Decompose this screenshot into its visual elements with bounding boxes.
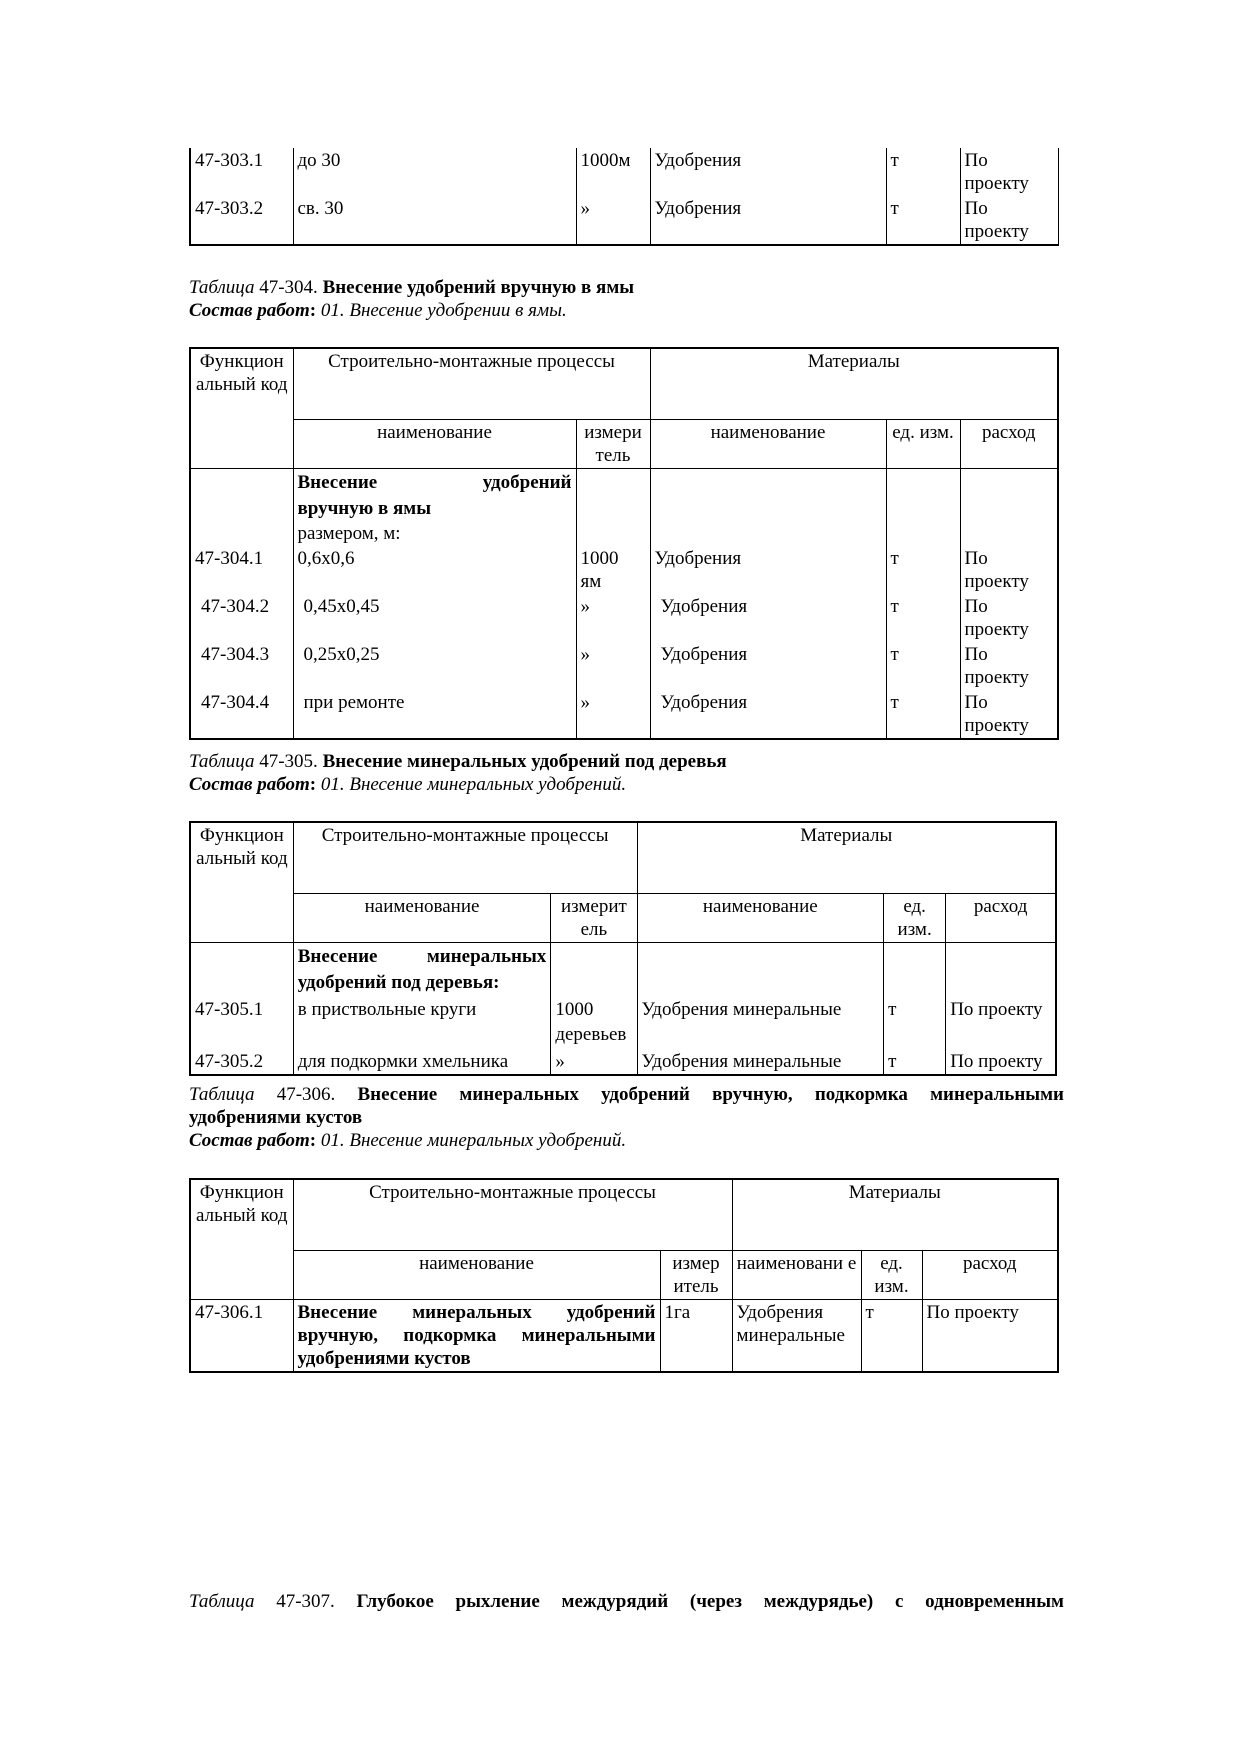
header-rate: расход <box>922 1250 1058 1299</box>
caption-title: Внесение минеральных удобрений под деревья <box>322 751 727 772</box>
rate-line: проекту <box>964 570 1029 592</box>
table-row <box>190 546 1058 594</box>
name-cell: до 30 <box>293 148 576 196</box>
table-caption-47-305 <box>189 750 1057 773</box>
group-word: Внесение <box>297 471 378 493</box>
empty-cell <box>960 468 1058 546</box>
rate-cell <box>960 594 1058 642</box>
caption-number: 47-307. <box>276 1591 335 1612</box>
table-row <box>190 148 1058 196</box>
header-name: наименование <box>293 419 576 468</box>
group-word: Внесение <box>297 945 378 967</box>
name-cell: для подкормки хмельника <box>293 1049 551 1075</box>
name-cell: в приствольные круги <box>293 997 551 1049</box>
table-row <box>190 642 1058 690</box>
group-row <box>190 942 1056 997</box>
header-processes: Строительно-монтажные процессы <box>293 822 637 893</box>
rate-line: По <box>964 198 988 219</box>
header-material-name: наименовани е <box>732 1250 861 1299</box>
header-processes: Строительно-монтажные процессы <box>293 1179 732 1250</box>
composition-colon: : <box>309 1130 317 1151</box>
caption-number: 47-306. <box>276 1084 336 1105</box>
subheader-row <box>190 1250 1058 1299</box>
rate-cell <box>960 148 1058 196</box>
caption-prefix: Таблица <box>189 751 255 772</box>
material-cell: Удобрения <box>650 594 886 642</box>
rate-cell: По проекту <box>946 1049 1056 1075</box>
caption-title: Глубокое рыхление междурядий (через междурядье) с одновременным <box>356 1591 1065 1612</box>
empty-cell <box>637 942 884 997</box>
meter-cell: 1000м <box>576 148 650 196</box>
empty-cell <box>946 942 1056 997</box>
group-word: удобрений <box>482 471 572 493</box>
empty-cell <box>576 468 650 546</box>
meter-cell: » <box>576 690 650 739</box>
empty-cell <box>886 468 960 546</box>
header-unit: ед. изм. <box>884 893 946 942</box>
table-row <box>190 690 1058 739</box>
composition-colon: : <box>309 774 317 795</box>
header-meter: измери тель <box>576 419 650 468</box>
rate-cell: По проекту <box>922 1299 1058 1372</box>
name-line: удобрениями кустов <box>297 1347 471 1369</box>
unit-cell: т <box>884 997 946 1049</box>
code-cell: 47-305.1 <box>190 997 293 1049</box>
code-cell: 47-306.1 <box>190 1299 293 1372</box>
header-name: наименование <box>293 893 551 942</box>
composition-label: Состав работ <box>189 774 310 795</box>
composition-colon: : <box>309 300 317 321</box>
rate-line: проекту <box>964 221 1029 242</box>
meter-cell: » <box>576 196 650 245</box>
composition-text: 01. Внесение минеральных удобрений. <box>320 1130 627 1151</box>
name-cell: 0,25х0,25 <box>293 642 576 690</box>
empty-cell <box>650 468 886 546</box>
header-materials: Материалы <box>650 348 1058 419</box>
code-cell: 47-305.2 <box>190 1049 293 1075</box>
subheader-row <box>190 419 1058 468</box>
material-cell: Удобрения <box>650 642 886 690</box>
table-caption-47-307 <box>189 1590 1064 1613</box>
table-47-305 <box>189 821 1057 1076</box>
rate-line: проекту <box>964 714 1029 736</box>
meter-cell: » <box>551 1049 637 1075</box>
header-code: Функцион альный код <box>190 348 293 468</box>
composition-label: Состав работ <box>189 300 310 321</box>
unit-cell: т <box>886 148 960 196</box>
table-row <box>190 594 1058 642</box>
name-line: вручную, подкормка минеральными <box>297 1324 656 1346</box>
group-line: удобрений под деревья: <box>297 971 500 993</box>
caption-prefix: Таблица <box>189 1084 255 1105</box>
rate-line: проекту <box>964 173 1029 194</box>
table-47-304 <box>189 347 1057 740</box>
header-name: наименование <box>293 1250 660 1299</box>
composition-text: 01. Внесение минеральных удобрений. <box>320 774 627 795</box>
caption-title: Внесение минеральных удобрений вручную, подкормка минеральными <box>357 1084 1064 1105</box>
material-cell: Удобрения <box>650 690 886 739</box>
table-row <box>190 196 1058 245</box>
work-composition-47-306 <box>189 1129 1057 1152</box>
meter-line: деревьев <box>555 1023 627 1045</box>
header-meter: измер итель <box>660 1250 732 1299</box>
work-composition-47-304 <box>189 299 1057 322</box>
caption-line <box>189 1590 1064 1613</box>
name-cell: 0,6х0,6 <box>293 546 576 594</box>
material-cell <box>732 1299 861 1372</box>
code-cell: 47-304.4 <box>190 690 293 739</box>
rate-cell <box>960 690 1058 739</box>
table-47-306 <box>189 1178 1057 1373</box>
rate-cell <box>960 196 1058 245</box>
header-processes: Строительно-монтажные процессы <box>293 348 650 419</box>
material-cell: Удобрения <box>650 546 886 594</box>
rate-cell: По проекту <box>946 997 1056 1049</box>
code-cell: 47-303.1 <box>190 148 293 196</box>
name-cell <box>293 1299 660 1372</box>
unit-cell: т <box>886 594 960 642</box>
code-cell: 47-304.1 <box>190 546 293 594</box>
header-material-name: наименование <box>650 419 886 468</box>
work-composition-47-305 <box>189 773 1057 796</box>
rate-line: По <box>964 691 988 713</box>
caption-line <box>189 1083 1064 1106</box>
unit-cell: т <box>886 546 960 594</box>
table-row <box>190 1049 1056 1075</box>
rate-cell <box>960 642 1058 690</box>
meter-line: ям <box>580 570 602 592</box>
subheader-row <box>190 893 1056 942</box>
unit-cell: т <box>886 690 960 739</box>
caption-prefix: Таблица <box>189 277 255 298</box>
meter-cell: » <box>576 642 650 690</box>
group-line: размером, м: <box>297 522 401 544</box>
rate-line: проекту <box>964 618 1029 640</box>
meter-line: 1000 <box>580 547 619 569</box>
rate-line: По <box>964 595 988 617</box>
name-line: Внесение минеральных удобрений <box>297 1301 656 1323</box>
table-row <box>190 997 1056 1049</box>
header-unit: ед. изм. <box>886 419 960 468</box>
header-rate: расход <box>946 893 1056 942</box>
header-materials: Материалы <box>637 822 1056 893</box>
unit-cell: т <box>884 1049 946 1075</box>
header-row <box>190 348 1058 419</box>
name-cell: 0,45х0,45 <box>293 594 576 642</box>
header-code: Функцион альный код <box>190 822 293 942</box>
name-cell: при ремонте <box>293 690 576 739</box>
rate-line: По <box>964 150 988 171</box>
code-cell: 47-303.2 <box>190 196 293 245</box>
unit-cell: т <box>886 196 960 245</box>
rate-cell <box>960 546 1058 594</box>
unit-cell: т <box>886 642 960 690</box>
rate-line: По <box>964 643 988 665</box>
caption-number: 47-304. <box>259 277 318 298</box>
meter-cell: » <box>576 594 650 642</box>
header-materials: Материалы <box>732 1179 1058 1250</box>
rate-line: По <box>964 547 988 569</box>
table-caption-47-304 <box>189 276 1057 299</box>
name-cell: св. 30 <box>293 196 576 245</box>
material-cell: Удобрения минеральные <box>637 1049 884 1075</box>
header-code: Функцион альный код <box>190 1179 293 1299</box>
material-cell: Удобрения минеральные <box>637 997 884 1049</box>
composition-text: 01. Внесение удобрении в ямы. <box>320 300 567 321</box>
group-row <box>190 468 1058 546</box>
table-caption-47-306 <box>189 1083 1064 1129</box>
caption-title: Внесение удобрений вручную в ямы <box>322 277 635 298</box>
material-line: минеральные <box>736 1324 845 1346</box>
material-cell: Удобрения <box>650 196 886 245</box>
material-line: Удобрения <box>736 1301 824 1323</box>
table-row <box>190 1299 1058 1372</box>
meter-line: 1000 <box>555 998 594 1020</box>
meter-cell <box>576 546 650 594</box>
header-meter: измерит ель <box>551 893 637 942</box>
group-word: минеральных <box>426 945 547 967</box>
table-47-303 <box>189 148 1057 246</box>
header-material-name: наименование <box>637 893 884 942</box>
empty-cell <box>190 468 293 546</box>
code-cell: 47-304.3 <box>190 642 293 690</box>
composition-label: Состав работ <box>189 1130 310 1151</box>
header-unit: ед. изм. <box>861 1250 922 1299</box>
code-cell: 47-304.2 <box>190 594 293 642</box>
header-row <box>190 822 1056 893</box>
header-row <box>190 1179 1058 1250</box>
meter-cell: 1га <box>660 1299 732 1372</box>
group-line: вручную в ямы <box>297 497 432 519</box>
caption-prefix: Таблица <box>189 1591 255 1612</box>
meter-cell <box>551 997 637 1049</box>
header-rate: расход <box>960 419 1058 468</box>
caption-title-continued: удобрениями кустов <box>189 1107 363 1128</box>
group-title <box>293 468 576 546</box>
material-cell: Удобрения <box>650 148 886 196</box>
empty-cell <box>551 942 637 997</box>
empty-cell <box>884 942 946 997</box>
group-title <box>293 942 551 997</box>
caption-number: 47-305. <box>259 751 318 772</box>
unit-cell: т <box>861 1299 922 1372</box>
rate-line: проекту <box>964 666 1029 688</box>
empty-cell <box>190 942 293 997</box>
